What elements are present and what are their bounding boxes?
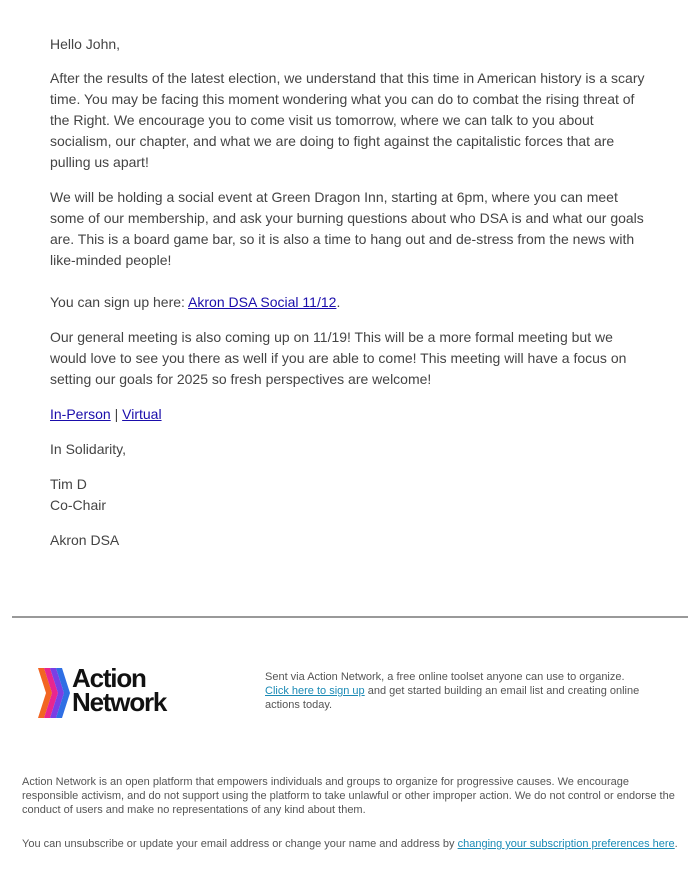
signup-prefix: You can sign up here: xyxy=(50,294,189,310)
signer-name: Tim D xyxy=(50,476,87,492)
paragraph-general-meeting: Our general meeting is also coming up on 11/19! This will be a more formal meeting but we would love to see you there as well if you are able to come! This meeting will have a focus on setting our goals for 2025 so fresh perspectives are welcome! xyxy=(50,329,627,387)
footer-divider xyxy=(12,616,688,618)
subscription-preferences-link[interactable]: changing your subscription preferences here xyxy=(457,838,675,850)
meeting-links xyxy=(50,404,162,425)
virtual-link[interactable]: Virtual xyxy=(122,406,162,422)
signup-line xyxy=(50,292,340,313)
social-signup-link[interactable]: Akron DSA Social 11/12 xyxy=(188,294,337,310)
logo-word-action: Action xyxy=(72,663,146,693)
unsubscribe-line xyxy=(22,837,692,851)
signature xyxy=(50,474,106,516)
unsubscribe-text: You can unsubscribe or update your email address or change your name and address by xyxy=(22,838,458,850)
link-separator: | xyxy=(110,406,123,422)
paragraph-social-event: We will be holding a social event at Green Dragon Inn, starting at 6pm, where you can meet some of our membership, and ask your burning questions about who DSA is and what our goals are. This is a board game bar, so it is also a time to hang out and de-stress from the news with like-minded people! xyxy=(50,189,644,268)
paragraph-election: After the results of the latest election, we understand that this time in American history is a scary time. You may be facing this moment wondering what you can do to combat the rising threat of the Right. We encourage you to come visit us tomorrow, where we can talk to you about socialism, our chapter, and what we are doing to fight against the capitalistic forces that are pulling us apart! xyxy=(50,70,645,170)
unsubscribe-end: . xyxy=(674,838,678,850)
greeting: Hello John, xyxy=(50,36,121,52)
organization-name: Akron DSA xyxy=(50,532,120,548)
signup-suffix: . xyxy=(336,294,341,310)
in-person-link[interactable]: In-Person xyxy=(50,406,111,422)
signer-title: Co-Chair xyxy=(50,497,107,513)
logo-wordmark xyxy=(72,663,167,717)
closing: In Solidarity, xyxy=(50,441,126,457)
signup-rest: and get started building an email list and creating online actions today. xyxy=(265,685,640,711)
logo-word-network: Network xyxy=(72,687,167,717)
action-network-logo xyxy=(38,663,198,718)
platform-disclaimer: Action Network is an open platform that empowers individuals and groups to organize for progressive causes. We encourage responsible activism, and do not support using the platform to take unlawful or other improper action. We do not control or endorse the conduct of users and make no representations of any kind about them. xyxy=(22,776,675,816)
action-network-signup-link[interactable]: Click here to sign up xyxy=(265,685,365,697)
sent-via-text xyxy=(265,670,645,712)
action-network-mark-icon xyxy=(38,668,72,718)
sent-via-line: Sent via Action Network, a free online toolset anyone can use to organize. xyxy=(265,671,625,683)
